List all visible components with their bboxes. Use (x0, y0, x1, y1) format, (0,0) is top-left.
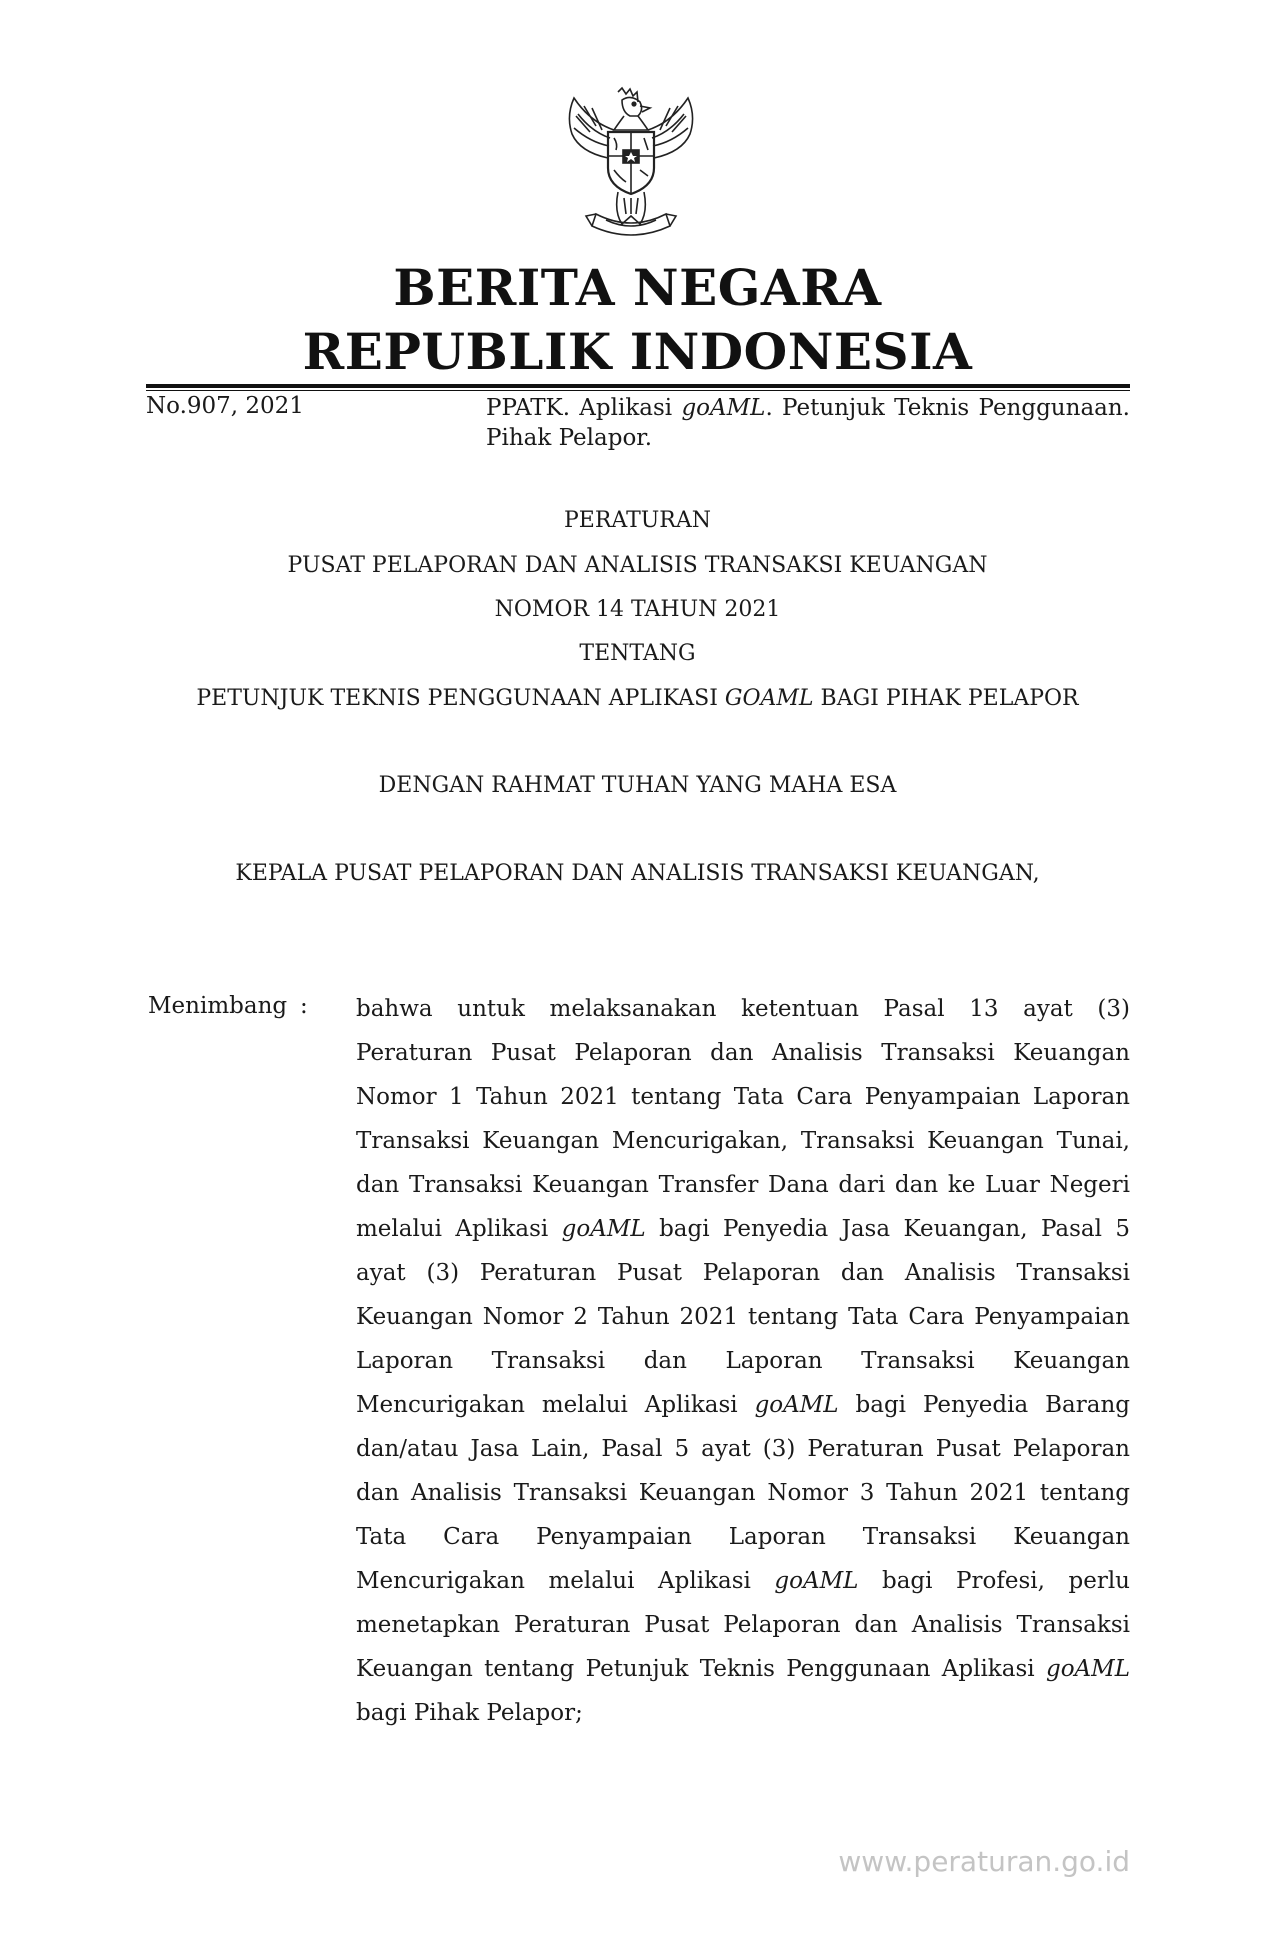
garuda-pancasila-emblem-icon (556, 86, 706, 246)
regulation-title: PETUNJUK TEKNIS PENGGUNAAN APLIKASI GOAML BAGI PIHAK PELAPOR (196, 686, 1079, 711)
menimbang-colon: : (300, 993, 308, 1019)
watermark-text: www.peraturan.go.id (838, 1845, 1130, 1878)
regulation-number: NOMOR 14 TAHUN 2021 (494, 597, 781, 622)
regulation-official: KEPALA PUSAT PELAPORAN DAN ANALISIS TRANSAKSI KEUANGAN, (235, 861, 1040, 886)
menimbang-label: Menimbang (148, 993, 288, 1019)
gazette-title-line2: REPUBLIK INDONESIA (302, 322, 973, 381)
regulation-issuer: PUSAT PELAPORAN DAN ANALISIS TRANSAKSI KEUANGAN (287, 553, 988, 578)
header-rule-thick (146, 384, 1130, 388)
gazette-subject: PPATK. Aplikasi goAML. Petunjuk Teknis Penggunaan. Pihak Pelapor. (486, 395, 1130, 451)
regulation-about: TENTANG (579, 641, 696, 666)
regulation-type: PERATURAN (563, 508, 712, 533)
header-rule-thin (146, 390, 1130, 391)
gazette-title-line1: BERITA NEGARA (393, 258, 882, 317)
regulation-blessing: DENGAN RAHMAT TUHAN YANG MAHA ESA (378, 773, 897, 798)
menimbang-paragraph: bahwa untuk melaksanakan ketentuan Pasal 13 ayat (3) Peraturan Pusat Pelaporan dan Analisis Transaksi Keuangan Nomor 1 Tahun 2021 tentang Tata Cara Penyampaian Laporan Transaksi Keuangan Mencurigakan, Transaksi Keuangan Tunai, dan Transaksi Keuangan Transfer Dana dari dan ke Luar Negeri melalui Aplikasi goAML bagi Penyedia Jasa Keuangan, Pasal 5 ayat (3) Peraturan Pusat Pelaporan dan Analisis Transaksi Keuangan Nomor 2 Tahun 2021 tentang Tata Cara Penyampaian Laporan Transaksi dan Laporan Transaksi Keuangan Mencurigakan melalui Aplikasi goAML bagi Penyedia Barang dan/atau Jasa Lain, Pasal 5 ayat (3) Peraturan Pusat Pelaporan dan Analisis Transaksi Keuangan Nomor 3 Tahun 2021 tentang Tata Cara Penyampaian Laporan Transaksi Keuangan Mencurigakan melalui Aplikasi goAML bagi Profesi, perlu menetapkan Peraturan Pusat Pelaporan dan Analisis Transaksi Keuangan tentang Petunjuk Teknis Penggunaan Aplikasi goAML bagi Pihak Pelapor; (356, 996, 1130, 1726)
gazette-number: No.907, 2021 (146, 393, 304, 419)
